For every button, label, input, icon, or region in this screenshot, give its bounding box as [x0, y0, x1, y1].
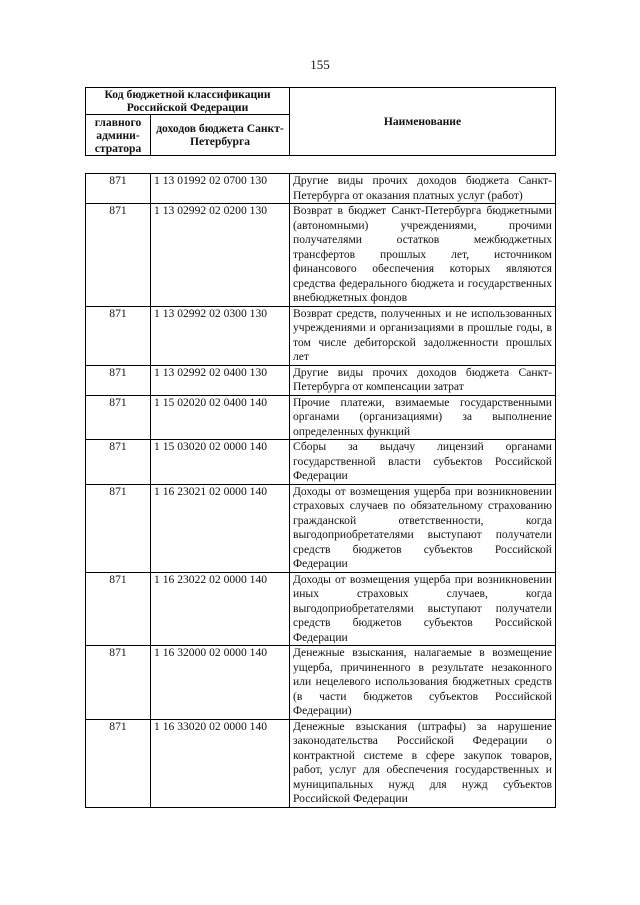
description-cell: Возврат в бюджет Санкт-Петербурга бюджетными (автономными) учреждениями, прочими получателями остатков межбюджетных трансфертов прошлых лет, источником финансового обеспечения которых являются средства федерального бюджета и государственных внебюджетных фондов [290, 204, 556, 307]
admin-code-cell: 871 [86, 306, 151, 365]
revenue-code-cell: 1 13 02992 02 0300 130 [151, 306, 290, 365]
description-cell: Возврат средств, полученных и не использованных учреждениями и организациями в прошлые годы, в том числе дебиторской задолженности прошлых лет [290, 306, 556, 365]
table-header [85, 87, 556, 156]
revenue-code-cell: 1 16 33020 02 0000 140 [151, 719, 290, 807]
page-number: 155 [310, 57, 330, 72]
table-row [86, 572, 556, 646]
revenue-code-cell: 1 13 02992 02 0200 130 [151, 204, 290, 307]
description-cell: Денежные взыскания, налагаемые в возмещение ущерба, причиненного в результате незаконного или нецелевого использования бюджетных средств (в части бюджетов субъектов Российской Федерации) [290, 646, 556, 720]
table-row [86, 395, 556, 440]
revenue-code-cell: 1 16 32000 02 0000 140 [151, 646, 290, 720]
admin-code-cell: 871 [86, 572, 151, 646]
table-row [86, 440, 556, 485]
header-revenue: доходов бюджета Санкт-Петербурга [151, 115, 290, 156]
description-cell: Другие виды прочих доходов бюджета Санкт-Петербурга от оказания платных услуг (работ) [290, 174, 556, 204]
description-cell: Доходы от возмещения ущерба при возникновении страховых случаев по обязательному страхованию гражданской ответственности, когда выгодоприобретателями выступают получатели средств бюджетов субъектов Российской Федерации [290, 484, 556, 572]
description-cell: Прочие платежи, взимаемые государственными органами (организациями) за выполнение определенных функций [290, 395, 556, 440]
revenue-code-table [85, 173, 556, 808]
admin-code-cell: 871 [86, 365, 151, 395]
revenue-code-cell: 1 16 23021 02 0000 140 [151, 484, 290, 572]
description-cell: Другие виды прочих доходов бюджета Санкт-Петербурга от компенсации затрат [290, 365, 556, 395]
admin-code-cell: 871 [86, 204, 151, 307]
admin-code-cell: 871 [86, 440, 151, 485]
revenue-code-cell: 1 16 23022 02 0000 140 [151, 572, 290, 646]
revenue-code-cell: 1 13 02992 02 0400 130 [151, 365, 290, 395]
table-row [86, 204, 556, 307]
table-row [86, 646, 556, 720]
revenue-code-cell: 1 13 01992 02 0700 130 [151, 174, 290, 204]
admin-code-cell: 871 [86, 646, 151, 720]
table-row [86, 719, 556, 807]
revenue-code-cell: 1 15 03020 02 0000 140 [151, 440, 290, 485]
admin-code-cell: 871 [86, 395, 151, 440]
description-cell: Доходы от возмещения ущерба при возникновении иных страховых случаев, когда выгодоприобретателями выступают получатели средств бюджетов субъектов Российской Федерации [290, 572, 556, 646]
table-row [86, 365, 556, 395]
header-code-group: Код бюджетной классификации Российской Федерации [86, 88, 290, 115]
admin-code-cell: 871 [86, 174, 151, 204]
header-admin: главного админи-стратора [86, 115, 151, 156]
header-name: Наименование [290, 88, 556, 156]
admin-code-cell: 871 [86, 484, 151, 572]
table-row [86, 174, 556, 204]
admin-code-cell: 871 [86, 719, 151, 807]
description-cell: Сборы за выдачу лицензий органами государственной власти субъектов Российской Федерации [290, 440, 556, 485]
revenue-code-cell: 1 15 02020 02 0400 140 [151, 395, 290, 440]
table-row [86, 306, 556, 365]
table-row [86, 484, 556, 572]
description-cell: Денежные взыскания (штрафы) за нарушение законодательства Российской Федерации о контрактной системе в сфере закупок товаров, работ, услуг для обеспечения государственных и муниципальных нужд для нужд субъектов Российской Федерации [290, 719, 556, 807]
